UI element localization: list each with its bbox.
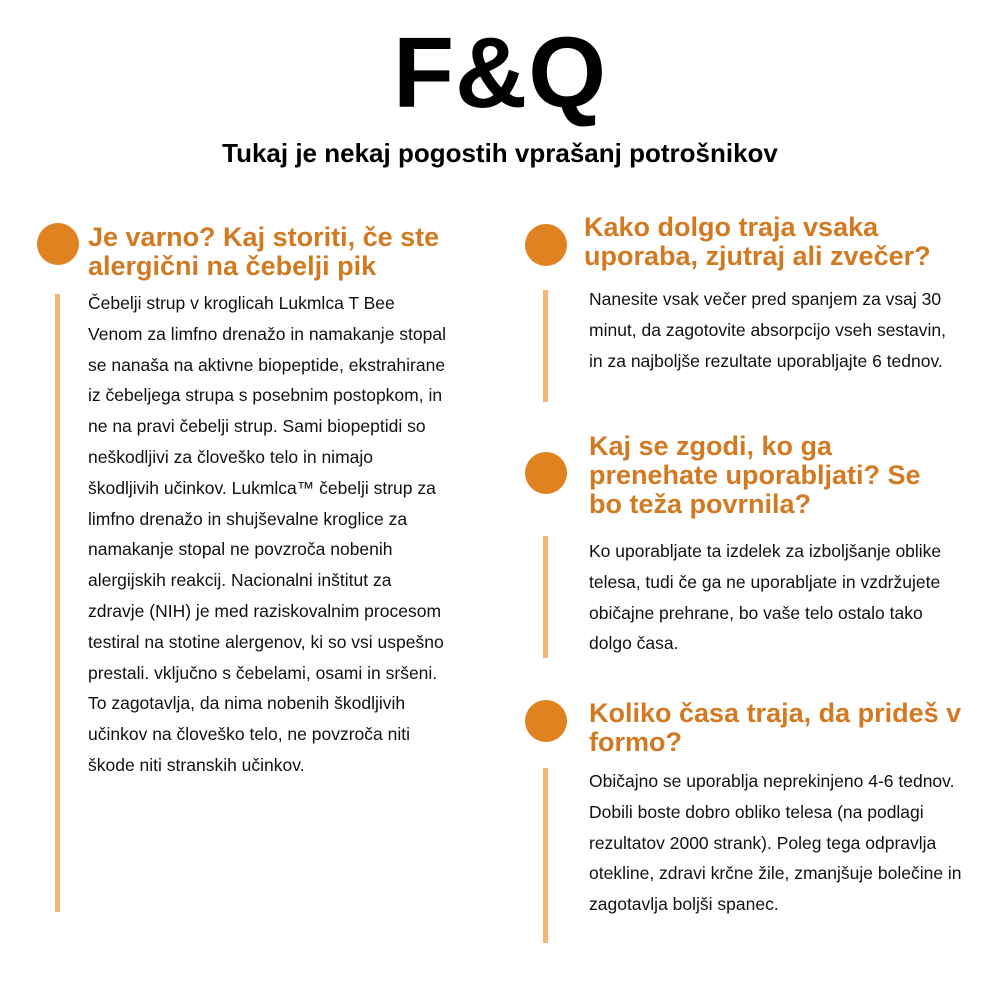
- faq-4-answer: Običajno se uporablja neprekinjeno 4-6 tednov. Dobili boste dobro obliko telesa (na podlagi rezultatov 2000 strank). Poleg tega odpravlja otekline, zdravi krčne žile, zmanjšuje bolečine in zagotavlja boljši spanec.: [589, 771, 962, 915]
- faq-2-divider-line: [543, 290, 548, 402]
- faq-2-answer: Nanesite vsak večer pred spanjem za vsaj 30 minut, da zagotovite absorpcijo vseh sestavin, in za najboljše rezultate uporabljajte 6 tednov.: [589, 289, 946, 371]
- faq-2-question: Kako dolgo traja vsaka uporaba, zjutraj ali zvečer?: [584, 212, 931, 271]
- faq-2-bullet-dot: [525, 224, 567, 266]
- page-title: F&Q: [392, 17, 608, 129]
- faq-3-question: Kaj se zgodi, ko ga prenehate uporabljati? Se bo teža povrnila?: [589, 431, 921, 519]
- faq-1-divider-line: [55, 294, 60, 912]
- faq-4-question: Koliko časa traja, da prideš v formo?: [589, 698, 962, 757]
- faq-4-divider-line: [543, 768, 548, 943]
- faq-3-divider-line: [543, 536, 548, 658]
- faq-4-bullet-dot: [525, 700, 567, 742]
- faq-1-bullet-dot: [37, 223, 79, 265]
- faq-3-bullet-dot: [525, 452, 567, 494]
- faq-1-question: Je varno? Kaj storiti, če ste alergični na čebelji pik: [88, 222, 440, 281]
- page-subtitle: Tukaj je nekaj pogostih vprašanj potrošnikov: [222, 138, 778, 168]
- faq-3-answer: Ko uporabljate ta izdelek za izboljšanje oblike telesa, tudi če ga ne uporabljate in vzdržujete običajne prehrane, bo vaše telo ostalo tako dolgo časa.: [589, 541, 942, 654]
- faq-1-answer: Čebelji strup v kroglicah Lukmlca T Bee Venom za limfno drenažo in namakanje stopal se nanaša na aktivne biopeptide, ekstrahirane iz čebeljega strupa s posebnim postopkom, in ne na pravi čebelji strup. Sami biopeptidi so neškodljivi za človeško telo in nimajo škodljivih učinkov. Lukmlca™ čebelji strup za limfno drenažo in shujševalne kroglice za namakanje stopal ne povzroča nobenih alergijskih reakcij. Nacionalni inštitut za zdravje (NIH) je med raziskovalnim procesom testiral na stotine alergenov, ki so vsi uspešno prestali. vključno s čebelami, osami in sršeni. To zagotavlja, da nima nobenih škodljivih učinkov na človeško telo, ne povzroča niti škode niti stranskih učinkov.: [88, 293, 446, 775]
